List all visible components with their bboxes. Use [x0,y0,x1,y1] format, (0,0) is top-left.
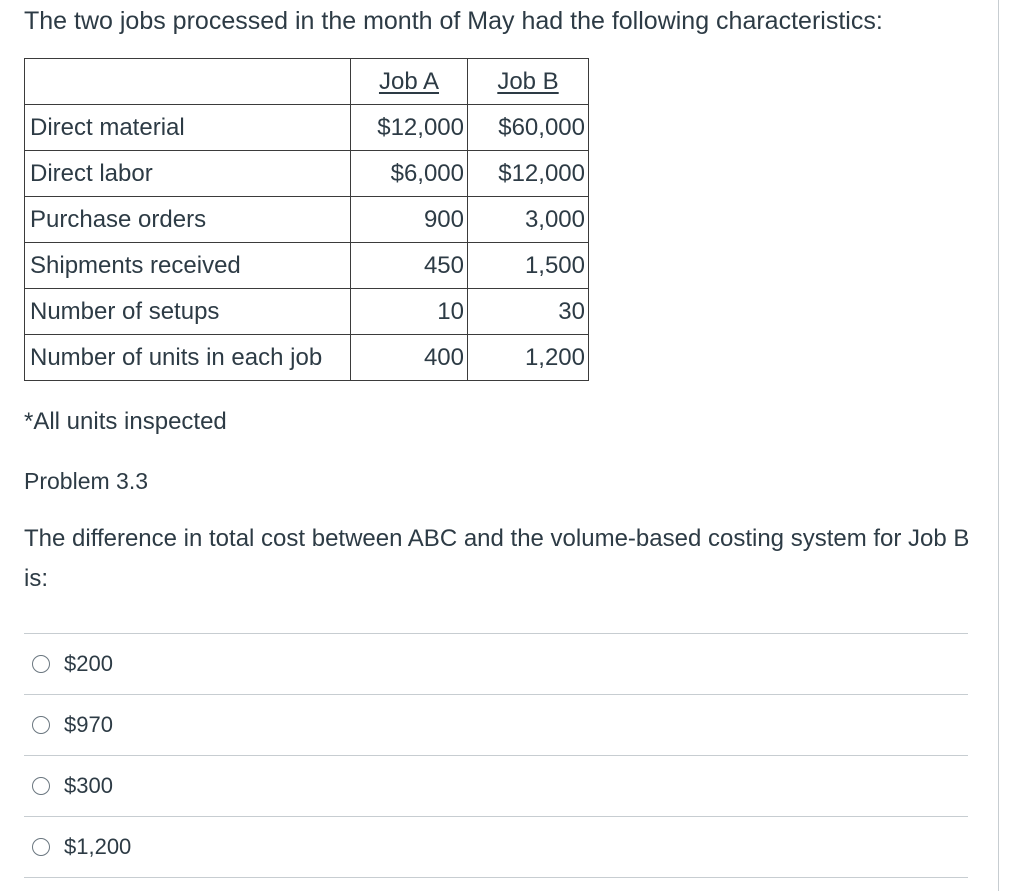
table-row [25,289,589,335]
job-a-value: 450 [351,243,468,289]
job-a-value: $12,000 [351,105,468,151]
row-label: Purchase orders [25,197,351,243]
table-header-row [25,59,589,105]
answer-option-200[interactable] [24,633,968,694]
job-characteristics-table [24,58,589,381]
job-b-value: 1,200 [468,335,589,381]
row-label: Shipments received [25,243,351,289]
answer-option-300[interactable] [24,755,968,816]
row-label: Number of setups [25,289,351,335]
answer-label: $200 [64,651,113,676]
answer-option-970[interactable] [24,694,968,755]
content-right-border [998,0,999,891]
table-row [25,105,589,151]
table-row [25,243,589,289]
radio-button[interactable] [32,777,50,795]
answer-options [24,633,968,878]
row-label: Number of units in each job [25,335,351,381]
radio-button[interactable] [32,716,50,734]
job-b-value: 30 [468,289,589,335]
job-b-value: 3,000 [468,197,589,243]
header-job-b: Job B [468,59,589,105]
job-a-value: $6,000 [351,151,468,197]
row-label: Direct labor [25,151,351,197]
job-b-value: 1,500 [468,243,589,289]
job-a-value: 400 [351,335,468,381]
job-b-value: $60,000 [468,105,589,151]
answer-label: $970 [64,712,113,737]
table-row [25,335,589,381]
inspection-note: *All units inspected [24,408,227,435]
header-job-a: Job A [351,59,468,105]
answer-label: $1,200 [64,834,132,859]
job-a-value: 10 [351,289,468,335]
table-row [25,197,589,243]
problem-label: Problem 3.3 [24,468,149,494]
question-intro: The two jobs processed in the month of May had the following characteristics: [24,7,883,35]
table-row [25,151,589,197]
radio-button[interactable] [32,655,50,673]
job-a-value: 900 [351,197,468,243]
radio-button[interactable] [32,838,50,856]
table-corner-cell [25,59,351,105]
answer-label: $300 [64,773,113,798]
job-b-value: $12,000 [468,151,589,197]
question-prompt: The difference in total cost between ABC and the volume-based costing system for Job B is: [24,525,970,592]
answer-option-1200[interactable] [24,816,968,878]
row-label: Direct material [25,105,351,151]
